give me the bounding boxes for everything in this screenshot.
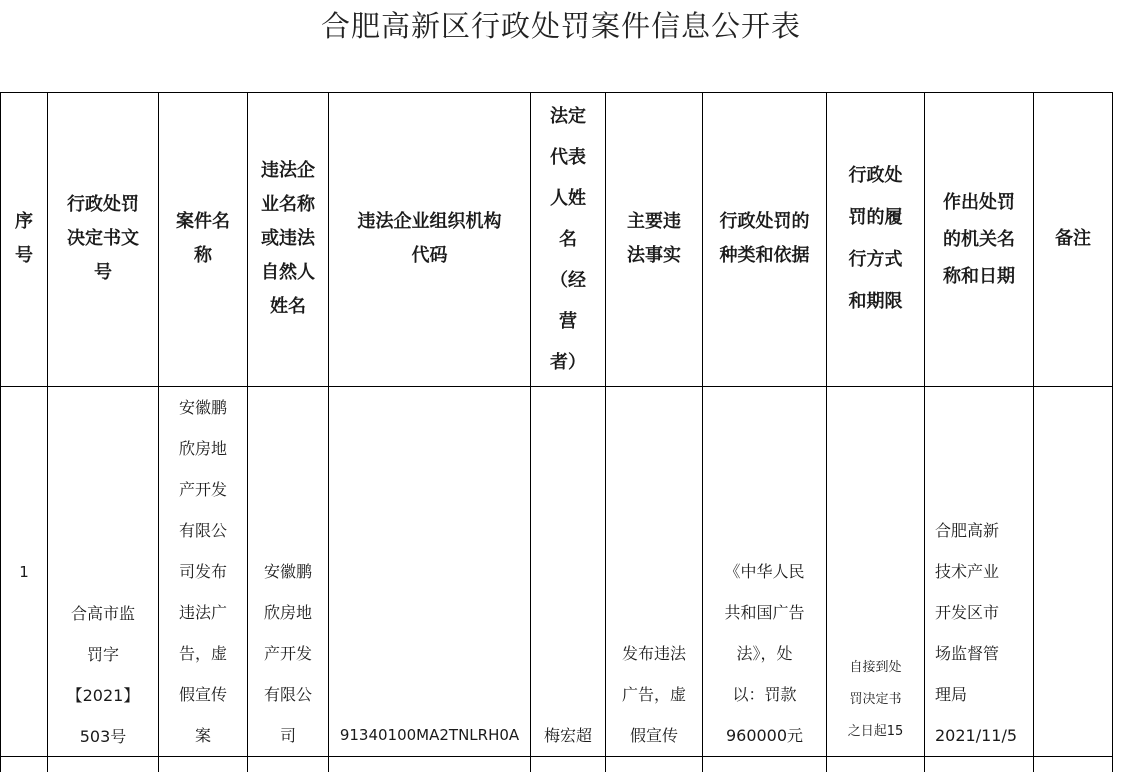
row-main-facts: 发布违法 广告，虚 假宣传 <box>621 644 686 745</box>
row-remarks <box>1034 387 1112 756</box>
header-main-facts: 主要违 法事实 <box>627 211 681 266</box>
header-org-code: 违法企业组织机构 代码 <box>357 211 502 266</box>
page-title: 合肥高新区行政处罚案件信息公开表 <box>320 9 801 43</box>
row-case-name: 安徽鹏 欣房地 产开发 有限公 司发布 违法广 告，虚 假宣传 案 <box>178 398 227 745</box>
header-party-name: 违法企 业名称 或违法 自然人 姓名 <box>261 160 315 317</box>
header-fulfillment: 行政处 罚的履 行方式 和期限 <box>848 165 903 312</box>
row-party-name: 安徽鹏 欣房地 产开发 有限公 司 <box>263 562 312 745</box>
header-case-name: 案件名 称 <box>176 211 230 266</box>
row-penalty-type: 《中华人民 共和国广告 法》，处 以：罚款 960000元 <box>724 562 805 745</box>
header-penalty-type: 行政处罚的 种类和依据 <box>719 211 810 266</box>
row-legal-representative: 梅宏超 <box>543 726 592 745</box>
header-seq: 序 号 <box>15 211 33 266</box>
row-authority-date: 合肥高新 技术产业 开发区市 场监督管 理局 2021/11/5 <box>935 521 1018 745</box>
header-legal-representative: 法定 代表 人姓 名 （经 营 者） <box>550 105 586 373</box>
penalty-info-table <box>0 92 1122 772</box>
row-org-code: 91340100MA2TNLRH0A <box>339 726 520 744</box>
row-fulfillment: 自接到处 罚决定书 之日起15 <box>847 660 904 739</box>
header-decision-number: 行政处罚 决定书文 号 <box>67 194 139 283</box>
header-authority-date: 作出处罚 的机关名 称和日期 <box>943 191 1015 287</box>
row-seq: 1 <box>19 563 29 581</box>
header-remarks: 备注 <box>1055 228 1091 249</box>
row-decision-number: 合高市监 罚字 【2021】 503号 <box>66 604 140 746</box>
